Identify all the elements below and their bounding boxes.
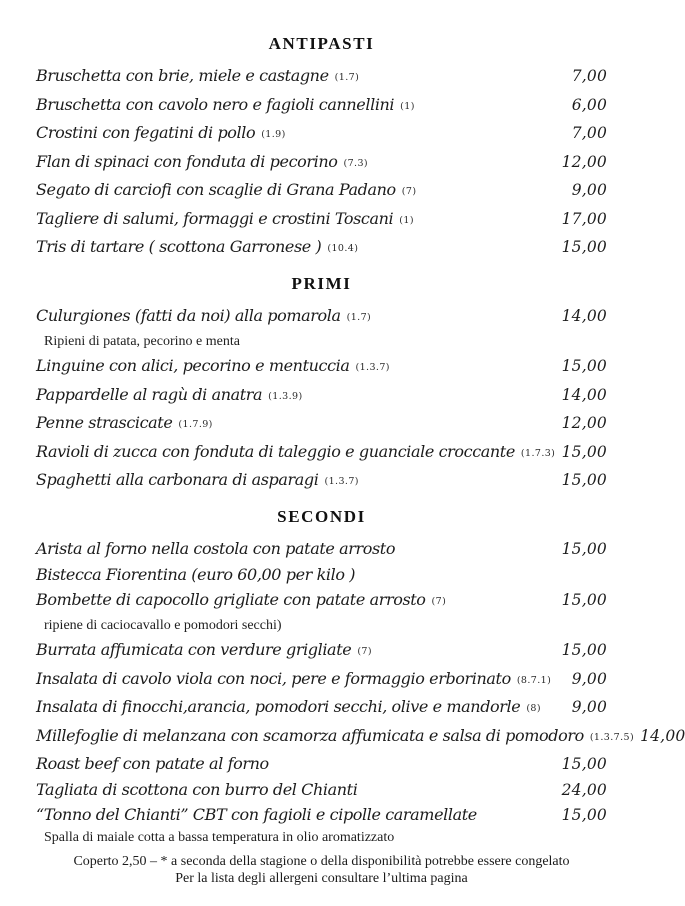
item-name: Bombette di capocollo grigliate con patate arrosto: [36, 590, 426, 609]
item-name: Pappardelle al ragù di anatra: [36, 384, 263, 404]
item-price: 9,00: [571, 698, 607, 716]
item-name: Insalata di cavolo viola con noci, pere e formaggio erborinato: [36, 668, 511, 688]
item-allergens: (1.7): [334, 72, 360, 83]
item-price: 15,00: [561, 238, 607, 256]
item-price: 24,00: [561, 780, 607, 799]
item-description: ripiene di caciocavallo e pomodori secchi): [44, 617, 282, 633]
item-name: Linguine con alici, pecorino e mentuccia: [36, 356, 350, 375]
menu-item-row: [36, 386, 607, 407]
item-price: 15,00: [561, 755, 607, 773]
item-name: Tris di tartare ( scottona Garronese ): [36, 237, 322, 256]
item-name: Bistecca Fiorentina (euro 60,00 per kilo ): [36, 564, 356, 584]
item-description: Spalla di maiale cotta a bassa temperatura in olio aromatizzato: [44, 829, 395, 845]
item-allergens: (1): [400, 100, 415, 112]
item-allergens: (1.7): [346, 312, 372, 323]
menu-item-row: [36, 725, 685, 748]
item-price: 6,00: [571, 95, 607, 114]
item-allergens: (1.3.7): [324, 476, 359, 487]
item-price: 15,00: [561, 540, 607, 558]
menu-item-row: [36, 307, 607, 328]
menu-item-row: [36, 210, 607, 231]
menu-item-row: [36, 67, 607, 88]
item-name: Tagliata di scottona con burro del Chianti: [36, 779, 358, 799]
item-allergens: (1.3.7): [355, 362, 390, 373]
item-allergens: (7): [431, 596, 447, 607]
item-name: Culurgiones (fatti da noi) alla pomarola: [36, 306, 341, 325]
item-price: 9,00: [571, 669, 607, 688]
menu-item-row: [36, 540, 607, 558]
menu-item-row: [36, 181, 607, 202]
item-price: 7,00: [571, 124, 607, 142]
item-allergens: (1.9): [261, 129, 286, 140]
item-name: Roast beef con patate al forno: [36, 754, 269, 773]
item-name: Flan di spinaci con fonduta di pecorino: [36, 151, 338, 171]
item-name: Arista al forno nella costola con patate arrosto: [36, 539, 396, 558]
menu-item-row: [36, 781, 607, 799]
menu-item-row: [36, 357, 607, 378]
item-price: 15,00: [561, 442, 607, 461]
item-allergens: (7.3): [343, 157, 369, 169]
section-title-secondi: SECONDI: [277, 507, 366, 526]
item-price: 17,00: [561, 209, 607, 228]
item-price: 15,00: [561, 641, 607, 659]
item-price: 7,00: [571, 67, 607, 85]
menu-item-row: [36, 755, 607, 773]
item-name: “Tonno del Chianti” CBT con fagioli e cipolle caramellate: [36, 805, 477, 824]
item-price: 15,00: [561, 591, 607, 609]
menu-item-row: [36, 443, 607, 464]
item-name: Segato di carciofi con scaglie di Grana Padano: [36, 180, 396, 199]
menu-item-row: [36, 238, 607, 259]
footer-note-allergeni: Per la lista degli allergeni consultare l’ultima pagina: [175, 871, 468, 886]
item-allergens: (7): [357, 646, 372, 657]
item-name: Insalata di finocchi,arancia, pomodori secchi, olive e mandorle: [36, 697, 521, 716]
item-price: 14,00: [640, 726, 685, 745]
item-allergens: (7): [401, 186, 417, 197]
section-title-antipasti: ANTIPASTI: [268, 34, 375, 53]
item-price: 15,00: [561, 806, 607, 824]
item-name: Ravioli di zucca con fonduta di taleggio e guanciale croccante: [36, 441, 515, 461]
item-description: Ripieni di patata, pecorino e menta: [44, 333, 240, 349]
item-allergens: (1.7.9): [178, 419, 213, 430]
item-name: Penne strascicate: [36, 413, 173, 432]
item-allergens: (1.3.9): [268, 390, 303, 402]
item-price: 14,00: [561, 385, 607, 404]
menu-item-row: [36, 806, 607, 824]
item-price: 12,00: [561, 414, 607, 432]
item-name: Bruschetta con brie, miele e castagne: [36, 66, 329, 85]
item-price: 15,00: [561, 357, 607, 375]
menu-item-row: [36, 591, 607, 612]
menu-item-row: [36, 641, 607, 662]
item-allergens: (8): [526, 703, 541, 714]
item-allergens: (10.4): [327, 243, 359, 254]
section-title-primi: PRIMI: [291, 274, 352, 293]
item-name: Crostini con fegatini di pollo: [36, 123, 256, 142]
item-name: Burrata affumicata con verdure grigliate: [36, 640, 352, 659]
item-allergens: (1.3.7.5): [589, 731, 635, 743]
footer-note-coperto: Coperto 2,50 – * a seconda della stagione o della disponibilità potrebbe essere congelato: [73, 854, 570, 869]
menu-sections: [36, 34, 685, 853]
menu-item-row: [36, 698, 607, 719]
item-name: Tagliere di salumi, formaggi e crostini Toscani: [36, 208, 394, 228]
item-allergens: (8.7.1): [516, 674, 552, 686]
item-allergens: (1): [399, 214, 414, 226]
item-price: 9,00: [571, 181, 607, 199]
menu-item-row: [36, 670, 607, 691]
menu-item-row: [36, 124, 607, 145]
item-name: Spaghetti alla carbonara di asparagi: [36, 470, 319, 489]
menu-footer: [36, 853, 607, 887]
menu-item-row: [36, 471, 607, 492]
item-name: Bruschetta con cavolo nero e fagioli cannellini: [36, 94, 395, 114]
item-name: Millefoglie di melanzana con scamorza affumicata e salsa di pomodoro: [36, 725, 584, 745]
item-price: 15,00: [561, 471, 607, 489]
menu-item-row: [36, 566, 607, 584]
menu-item-row: [36, 96, 607, 117]
menu-item-row: [36, 414, 607, 435]
item-allergens: (1.7.3): [520, 447, 556, 459]
item-price: 14,00: [561, 307, 607, 325]
menu-item-row: [36, 153, 607, 174]
item-price: 12,00: [561, 152, 607, 171]
